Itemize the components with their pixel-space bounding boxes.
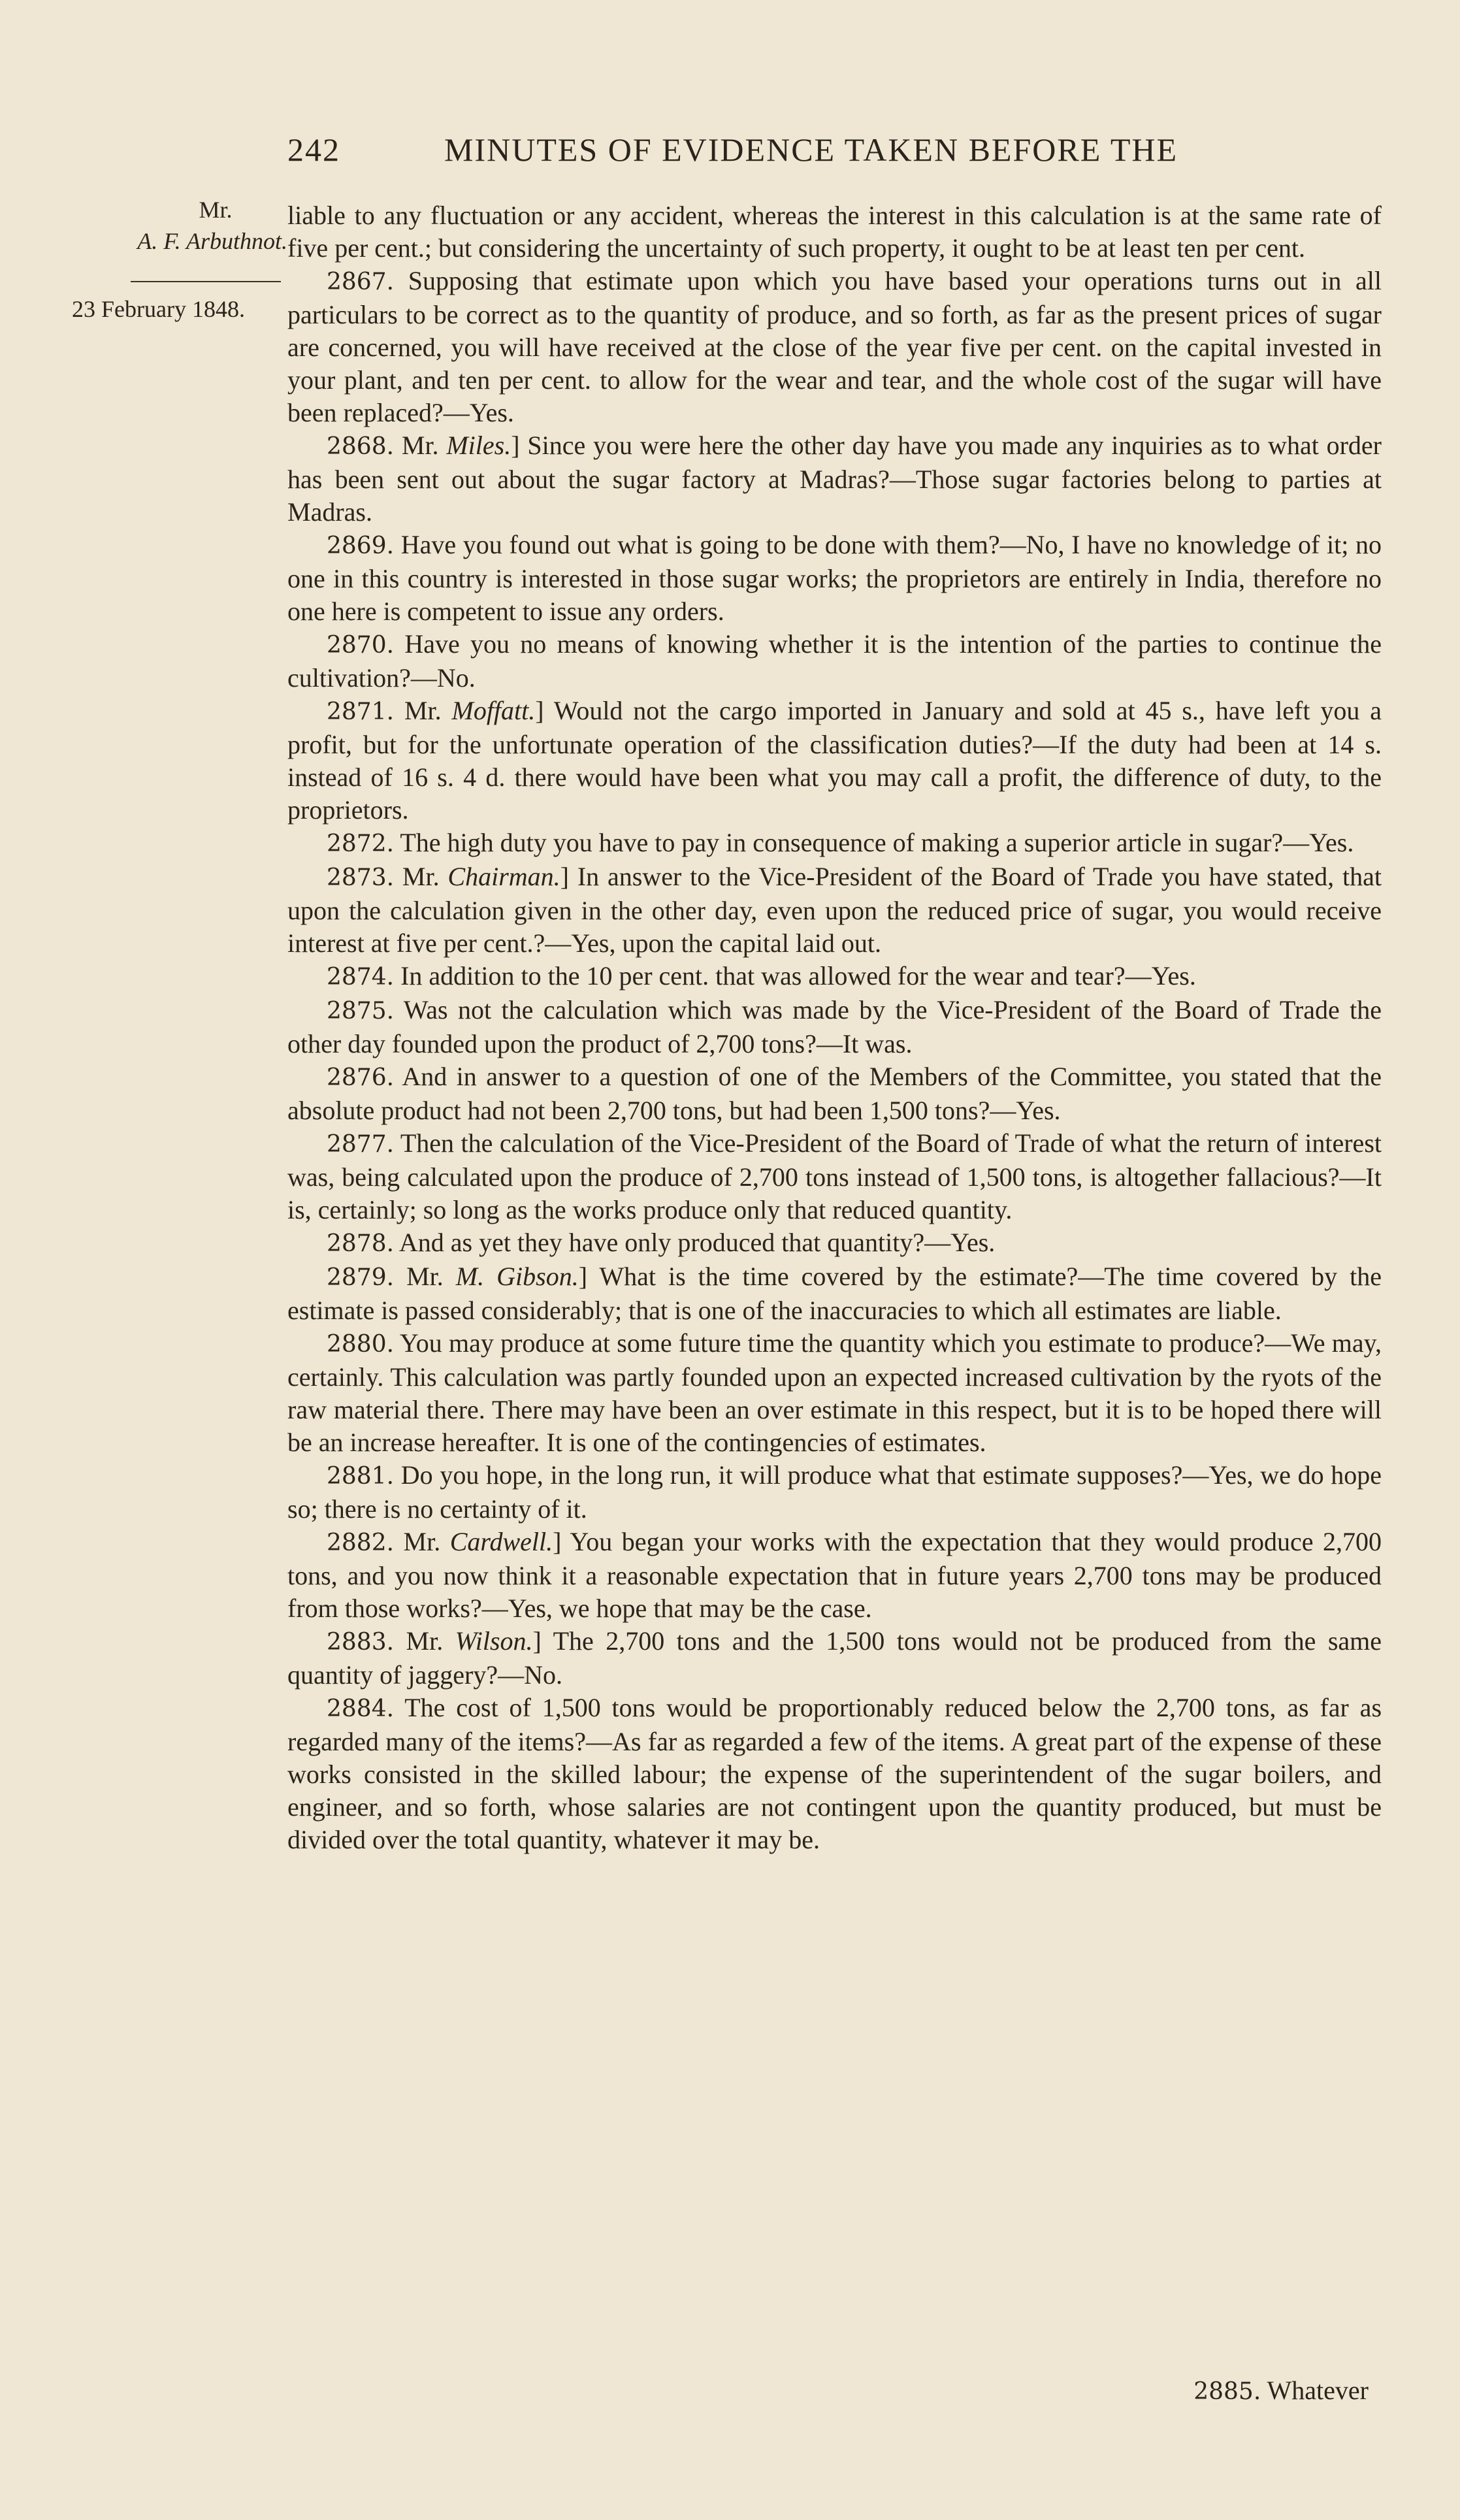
question-number: 2884. [327,1695,395,1722]
question-number: 2869. [327,532,395,559]
question-number: 2874. [327,964,395,990]
question-number: 2876. [327,1064,395,1091]
speaker-name: Wilson. [455,1626,533,1656]
question-number: 2872. [327,830,395,857]
evidence-paragraph [287,1459,1382,1526]
evidence-paragraph: 2871. Mr. Moffatt.] Would not the cargo imported in January and sold at 45 s., have left you a profit, but for the unfortunate operation of the classification duties?—If the duty had been at 14 s. instead of 16 s. 4 d. there would have been what you may call a profit, the difference of duty, to the proprietors. [287,696,1382,825]
evidence-paragraph [287,628,1382,695]
paragraph-text: In answer to the Vice-President of the Board of Trade you have stated, that upon the calculation given in the other day, even upon the reduced price of sugar, you would receive interest at five per cent.?—Yes, upon the capital laid out. [287,862,1382,958]
margin-note [59,196,287,323]
header-title: MINUTES OF EVIDENCE TAKEN BEFORE THE [444,131,1178,168]
question-number: 2868. [327,433,395,460]
paragraph-text: The high duty you have to pay in consequence of making a superior article in sugar?—Yes. [400,828,1354,857]
paragraph-text: In addition to the 10 per cent. that was allowed for the wear and tear?—Yes. [400,961,1196,990]
question-number: 2871. [327,698,395,725]
catchword-number: 2885. [1193,2378,1261,2405]
catchword-text: Whatever [1267,2376,1369,2405]
paragraph-text: Have you no means of knowing whether it is the intention of the parties to continue the cultivation?—No. [287,629,1382,693]
evidence-paragraph [287,1226,1382,1260]
witness-title: Mr. [199,197,233,223]
question-number: 2873. [327,864,395,891]
evidence-paragraph: 2868. Mr. Miles.] Since you were here the other day have you made any inquiries as to what order has been sent out about the sugar factory at Madras?—Those sugar factories belong to parties at Madras. [287,431,1382,527]
speaker-name: Chairman. [447,862,560,891]
paragraph-text: Would not the cargo imported in January and sold at 45 s., have left you a profit, but for the unfortunate operation of the classification duties?—If the duty had been at 14 s. instead of 16 s. 4 d. there would have been what you may call a profit, the difference of duty, to the proprietors. [287,696,1382,825]
question-number: 2867. [327,269,395,295]
evidence-paragraph [287,960,1382,994]
margin-divider [131,281,281,282]
paragraph-text: You began your works with the expectation that they would produce 2,700 tons, and you now think it a reasonable expectation that in future years 2,700 tons may be produced from those works?—Yes, we hope that may be the case. [287,1527,1382,1623]
paragraph-text: And as yet they have only produced that quantity?—Yes. [398,1228,996,1257]
speaker-name: Cardwell. [449,1527,553,1556]
evidence-paragraph: 2873. Mr. Chairman.] In answer to the Vice-President of the Board of Trade you have stated, that upon the calculation given in the other day, even upon the reduced price of sugar, you would receive interest at five per cent.?—Yes, upon the capital laid out. [287,862,1382,958]
paragraph-text: The cost of 1,500 tons would be proportionably reduced below the 2,700 tons, as far as regarded many of the items?—As far as regarded a few of the items. A great part of the expense of these works consisted in the skilled labour; the expense of the superintendent of the sugar boilers, and engineer, and so forth, whose salaries are not contingent upon the quantity produced, but must be divided over the total quantity, whatever it may be. [287,1693,1382,1854]
speaker-name: Miles. [446,431,511,460]
evidence-paragraph [287,994,1382,1060]
paragraph-text: Supposing that estimate upon which you have based your operations turns out in all particulars to be correct as to the quantity of produce, and so forth, as far as the present prices of sugar are concerned, you will have received at the close of the year five per cent. on the capital invested in your plant, and ten per cent. to allow for the wear and tear, and the whole cost of the sugar will have been replaced?—Yes. [287,266,1382,427]
paragraph-text: Since you were here the other day have you made any inquiries as to what order has been sent out about the sugar factory at Madras?—Those sugar factories belong to parties at Madras. [287,431,1382,527]
body-text [287,199,1382,1856]
witness-name: A. F. Arbuthnot. [137,228,287,254]
evidence-paragraph [287,1327,1382,1459]
question-number: 2882. [327,1530,395,1556]
evidence-date: 23 February 1848. [72,296,245,322]
paragraph-text: And in answer to a question of one of the Members of the Committee, you stated that the absolute product had not been 2,700 tons, but had been 1,500 tons?—Yes. [287,1062,1382,1125]
paragraph-text: Do you hope, in the long run, it will produce what that estimate supposes?—Yes, we do hope so; there is no certainty of it. [287,1460,1382,1524]
running-header [287,131,1398,169]
evidence-paragraph: 2883. Mr. Wilson.] The 2,700 tons and the 1,500 tons would not be produced from the same quantity of jaggery?—No. [287,1626,1382,1690]
speaker-name: M. Gibson. [455,1262,579,1291]
opening-paragraph: liable to any fluctuation or any accident, whereas the interest in this calculation is at the same rate of five per cent.; but considering the uncertainty of such property, it ought to be at least ten per cent. [287,201,1382,263]
speaker-name: Moffatt. [451,696,536,725]
evidence-paragraph [287,265,1382,429]
question-number: 2879. [327,1264,395,1291]
evidence-paragraph: 2879. Mr. M. Gibson.] What is the time covered by the estimate?—The time covered by the estimate is passed considerably; that is one of the inaccuracies to which all estimates are liable. [287,1262,1382,1325]
question-number: 2880. [327,1331,395,1358]
evidence-paragraph [287,1060,1382,1127]
question-number: 2881. [327,1463,395,1490]
evidence-paragraph [287,1127,1382,1226]
paragraph-text: The 2,700 tons and the 1,500 tons would not be produced from the same quantity of jaggery?—No. [287,1626,1382,1690]
paragraph-text: You may produce at some future time the quantity which you estimate to produce?—We may, certainly. This calculation was partly founded upon an expected increased cultivation by the ryots of the raw material there. There may have been an over estimate in this respect, but it is to be hoped there will be an increase hereafter. It is one of the contingencies of estimates. [287,1328,1382,1457]
evidence-paragraph [287,826,1382,860]
paragraph-text: Was not the calculation which was made by the Vice-President of the Board of Trade the other day founded upon the product of 2,700 tons?—It was. [287,995,1382,1058]
paragraph-text: What is the time covered by the estimate?—The time covered by the estimate is passed considerably; that is one of the inaccuracies to which all estimates are liable. [287,1262,1382,1325]
page-number: 242 [287,131,340,168]
evidence-paragraph: 2882. Mr. Cardwell.] You began your works with the expectation that they would produce 2,700 tons, and you now think it a reasonable expectation that in future years 2,700 tons may be produced from those works?—Yes, we hope that may be the case. [287,1527,1382,1623]
question-number: 2878. [327,1230,395,1257]
paragraph-text: Have you found out what is going to be done with them?—No, I have no knowledge of it; no one in this country is interested in those sugar works; the proprietors are entirely in India, therefore no one here is competent to issue any orders. [287,530,1382,626]
evidence-paragraph [287,1692,1382,1856]
question-number: 2870. [327,632,395,659]
question-number: 2877. [327,1131,395,1158]
paragraph-text: Then the calculation of the Vice-President of the Board of Trade of what the return of interest was, being calculated upon the produce of 2,700 tons instead of 1,500 tons, is altogether fallacious?—It is, certainly; so long as the works produce only that reduced quantity. [287,1128,1382,1224]
catchword [1193,2375,1369,2406]
question-number: 2875. [327,998,395,1024]
question-number: 2883. [327,1629,395,1656]
evidence-paragraph [287,529,1382,628]
